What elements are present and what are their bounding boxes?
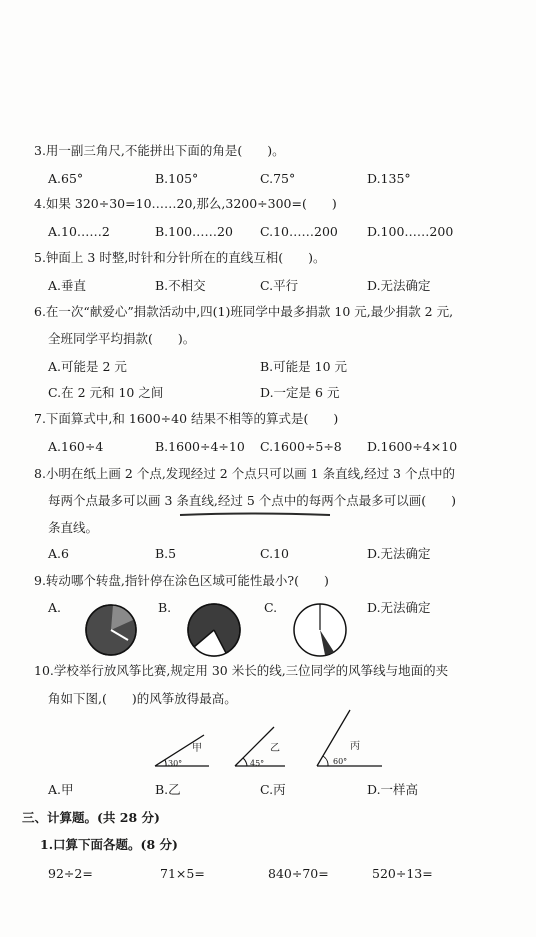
kite-angle-60 xyxy=(312,700,392,770)
q3-option-b: B.105° xyxy=(155,171,199,186)
q5-option-d: D.无法确定 xyxy=(367,278,431,293)
q7-option-b: B.1600÷4÷10 xyxy=(155,439,245,454)
q8-option-d: D.无法确定 xyxy=(367,546,431,561)
q4-option-a: A.10……2 xyxy=(48,224,110,239)
q9-option-a: A. xyxy=(48,600,62,615)
q10-option-d: D.一样高 xyxy=(367,782,419,797)
q6-stem-line2: 全班同学平均捐款( )。 xyxy=(48,331,196,346)
kite-angle-30-label: 30° xyxy=(168,759,183,768)
q5-option-a: A.垂直 xyxy=(48,278,87,293)
kite-angle-60-label: 60° xyxy=(333,757,348,766)
q6-option-b: B.可能是 10 元 xyxy=(260,359,348,374)
q8-option-b: B.5 xyxy=(155,546,177,561)
q7-stem: 7.下面算式中,和 1600÷40 结果不相等的算式是( ) xyxy=(34,411,339,426)
q10-option-a: A.甲 xyxy=(48,782,74,797)
q4-stem: 4.如果 320÷30=10……20,那么,3200÷300=( ) xyxy=(34,196,337,211)
kite-angle-60-name: 丙 xyxy=(350,741,360,752)
q3-option-d: D.135° xyxy=(367,171,411,186)
q6-option-d: D.一定是 6 元 xyxy=(260,385,340,400)
q8-option-c: C.10 xyxy=(260,546,289,561)
q4-option-d: D.100……200 xyxy=(367,224,454,239)
calc-item-1: 92÷2= xyxy=(48,866,93,881)
q7-option-a: A.160÷4 xyxy=(48,439,104,454)
q6-stem-line1: 6.在一次“献爱心”捐款活动中,四(1)班同学中最多捐款 10 元,最少捐款 2 元, xyxy=(34,304,454,319)
q5-stem: 5.钟面上 3 时整,时针和分针所在的直线互相( )。 xyxy=(34,250,326,265)
kite-angle-45 xyxy=(230,710,310,770)
q3-option-a: A.65° xyxy=(48,171,84,186)
q10-stem-line2: 角如下图,( )的风筝放得最高。 xyxy=(48,691,237,706)
q8-option-a: A.6 xyxy=(48,546,69,561)
kite-angle-45-label: 45° xyxy=(250,759,265,768)
spinner-a xyxy=(83,600,153,670)
q5-option-c: C.平行 xyxy=(260,278,299,293)
spinner-c xyxy=(292,600,362,670)
q3-option-c: C.75° xyxy=(260,171,296,186)
q3-stem: 3.用一副三角尺,不能拼出下面的角是( )。 xyxy=(34,143,285,158)
q7-option-c: C.1600÷5÷8 xyxy=(260,439,342,454)
q8-stem-line2: 每两个点最多可以画 3 条直线,经过 5 个点中的每两个点最多可以画( ) xyxy=(48,493,457,508)
q4-option-c: C.10……200 xyxy=(260,224,338,239)
q8-stem-line3: 条直线。 xyxy=(48,520,99,535)
calc-item-2: 71×5= xyxy=(160,866,205,881)
spinner-b xyxy=(186,600,256,670)
q9-option-c: C. xyxy=(264,600,278,615)
q10-stem-line1: 10.学校举行放风筝比赛,规定用 30 米长的线,三位同学的风筝线与地面的夹 xyxy=(34,663,449,678)
q4-option-b: B.100……20 xyxy=(155,224,233,239)
q5-option-b: B.不相交 xyxy=(155,278,206,293)
section3-sub1: 1.口算下面各题。(8 分) xyxy=(40,837,178,852)
kite-angle-45-name: 乙 xyxy=(270,743,280,754)
q9-stem: 9.转动哪个转盘,指针停在涂色区域可能性最小?( ) xyxy=(34,573,329,588)
q10-option-c: C.丙 xyxy=(260,782,286,797)
calc-item-4: 520÷13= xyxy=(372,866,433,881)
section3-title: 三、计算题。(共 28 分) xyxy=(22,810,160,825)
q9-option-d: D.无法确定 xyxy=(367,600,431,615)
calc-item-3: 840÷70= xyxy=(268,866,329,881)
q10-option-b: B.乙 xyxy=(155,782,181,797)
q8-stem-line1: 8.小明在纸上画 2 个点,发现经过 2 个点只可以画 1 条直线,经过 3 个点中的 xyxy=(34,466,455,481)
q6-option-c: C.在 2 元和 10 之间 xyxy=(48,385,164,400)
q6-option-a: A.可能是 2 元 xyxy=(48,359,127,374)
q7-option-d: D.1600÷4×10 xyxy=(367,439,458,454)
kite-angle-30-name: 甲 xyxy=(192,743,202,754)
q9-option-b: B. xyxy=(158,600,172,615)
